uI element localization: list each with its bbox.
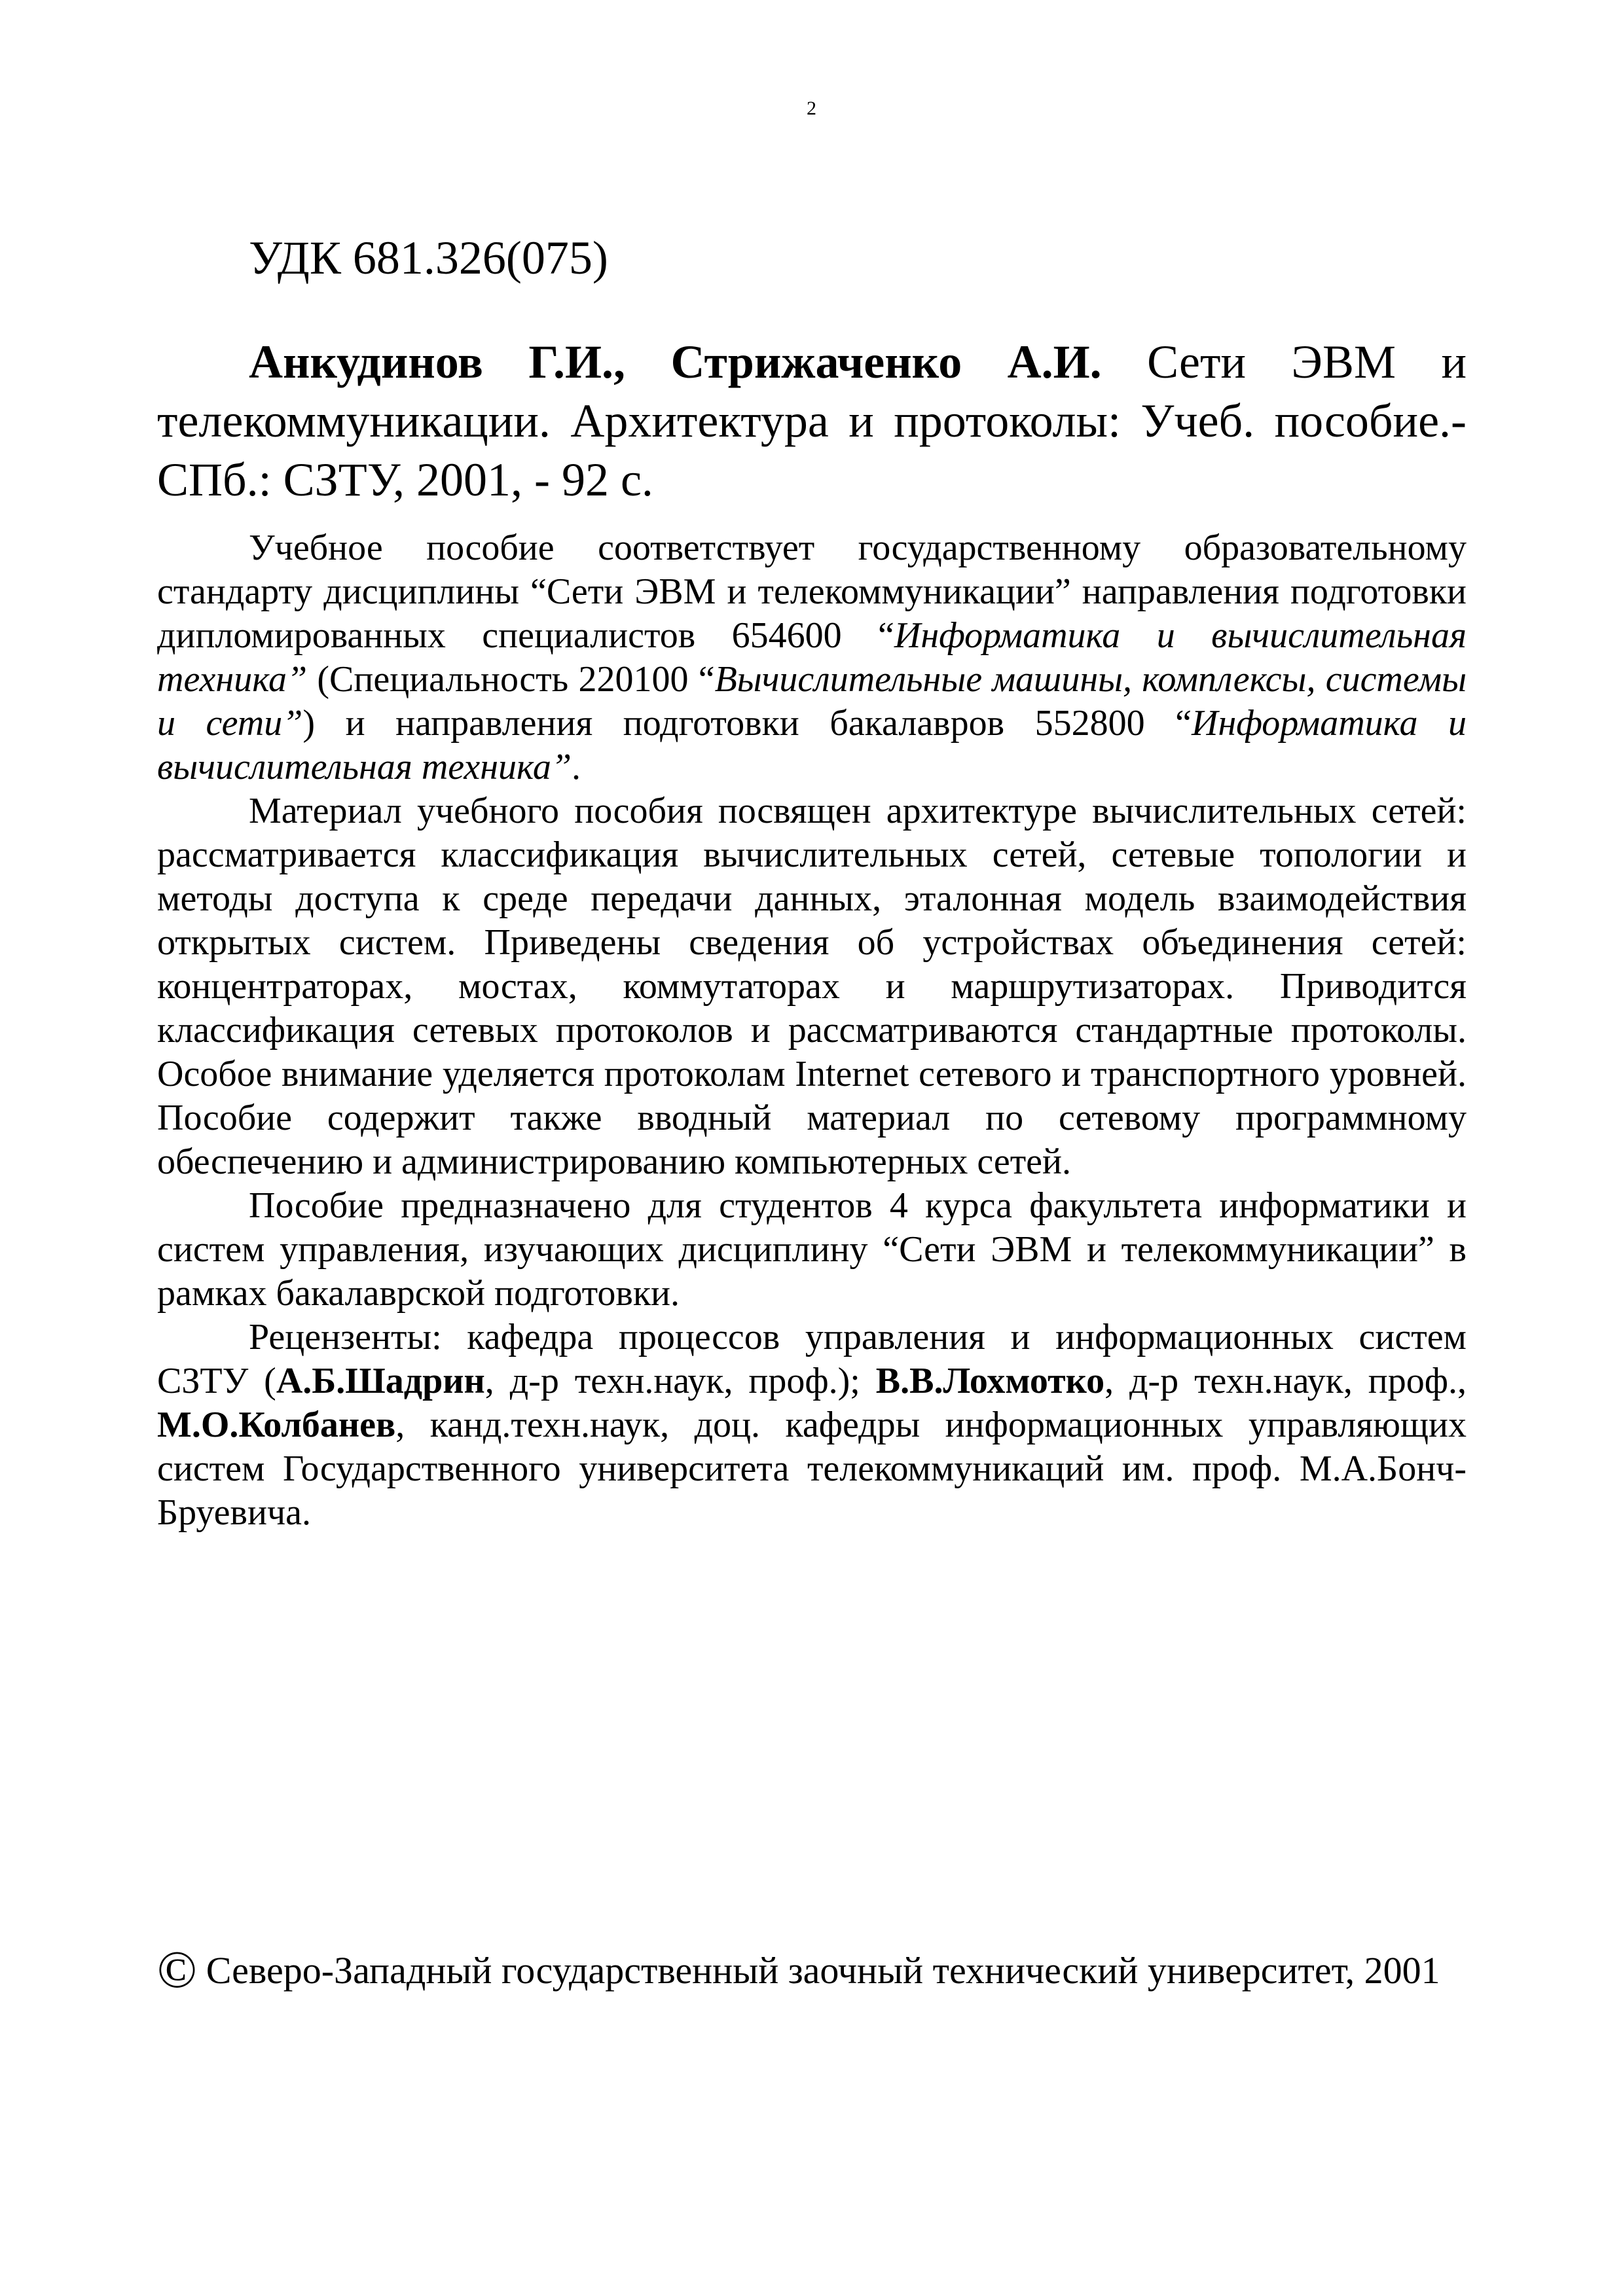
reviewers-text: , канд.техн.наук, доц. кафедры информационных управляющих систем Государственного университета телекоммуникаций им. проф. М.А.Бонч-Бруевича. — [157, 1405, 1467, 1533]
annotation-paragraph-content: Материал учебного пособия посвящен архитектуре вычислительных сетей: рассматривается классификация вычислительных сетей, сетевые топологии и методы доступа к среде передачи данных, эталонная модель взаимодействия открытых систем. Приведены сведения об устройствах объединения сетей: концентраторах, мостах, коммутаторах и маршрутизаторах. Приводится классификация сетевых протоколов и рассматриваются стандартные протоколы. Особое внимание уделяется протоколам Internet сетевого и транспортного уровней. Пособие содержит также вводный материал по сетевому программному обеспечению и администрированию компьютерных сетей. — [157, 791, 1467, 1182]
reviewer-name: В.В.Лохмотко — [875, 1361, 1105, 1401]
annotation-paragraph-reviewers — [157, 1316, 1467, 1535]
annotation-italic: Вычислительные машины, комплексы, системы и сети” — [157, 659, 1467, 744]
annotation — [157, 526, 1467, 1535]
annotation-text: ) и направления подготовки бакалавров 552800 “ — [302, 703, 1192, 744]
annotation-text: Учебное пособие соответствует государственному образовательному стандарту дисциплины “Сети ЭВМ и телекоммуникации” направления подготовки дипломированных специалистов 654600 “ — [157, 528, 1467, 656]
reviewers-text: Рецензенты: кафедра процессов управления и информационных систем СЗТУ ( — [157, 1317, 1467, 1401]
reviewer-name: А.Б.Шадрин — [276, 1361, 485, 1401]
annotation-italic: Информатика и вычислительная техника” — [157, 703, 1467, 787]
bibliographic-citation — [157, 332, 1467, 509]
udk-code: УДК 681.326(075) — [249, 232, 608, 284]
reviewers-text: , д-р техн.наук, проф.); — [484, 1361, 876, 1401]
annotation-paragraph-audience: Пособие предназначено для студентов 4 курса факультета информатики и систем управления, изучающих дисциплину “Сети ЭВМ и телекоммуникации” в рамках бакалаврской подготовки. — [157, 1185, 1467, 1314]
annotation-text: (Специальность 220100 “ — [307, 659, 715, 700]
reviewers-text: , д-р техн.наук, проф., — [1104, 1361, 1467, 1401]
annotation-paragraph-standard — [157, 526, 1467, 789]
annotation-text: . — [571, 747, 581, 787]
page-number: 2 — [807, 98, 816, 119]
citation-text: Сети ЭВМ и телекоммуникации. Архитектура и протоколы: Учеб. пособие.- СПб.: СЗТУ, 2001, - 92 с. — [157, 336, 1467, 506]
copyright-text: Северо-Западный государственный заочный технический университет, 2001 — [206, 1949, 1440, 1992]
annotation-italic: Информатика и вычислительная техника” — [157, 615, 1467, 700]
reviewer-name: М.О.Колбанев — [157, 1405, 396, 1445]
copyright-line — [157, 1941, 1440, 1999]
copyright-icon: © — [157, 1941, 197, 1999]
citation-authors: Анкудинов Г.И., Стрижаченко А.И. — [249, 336, 1102, 388]
